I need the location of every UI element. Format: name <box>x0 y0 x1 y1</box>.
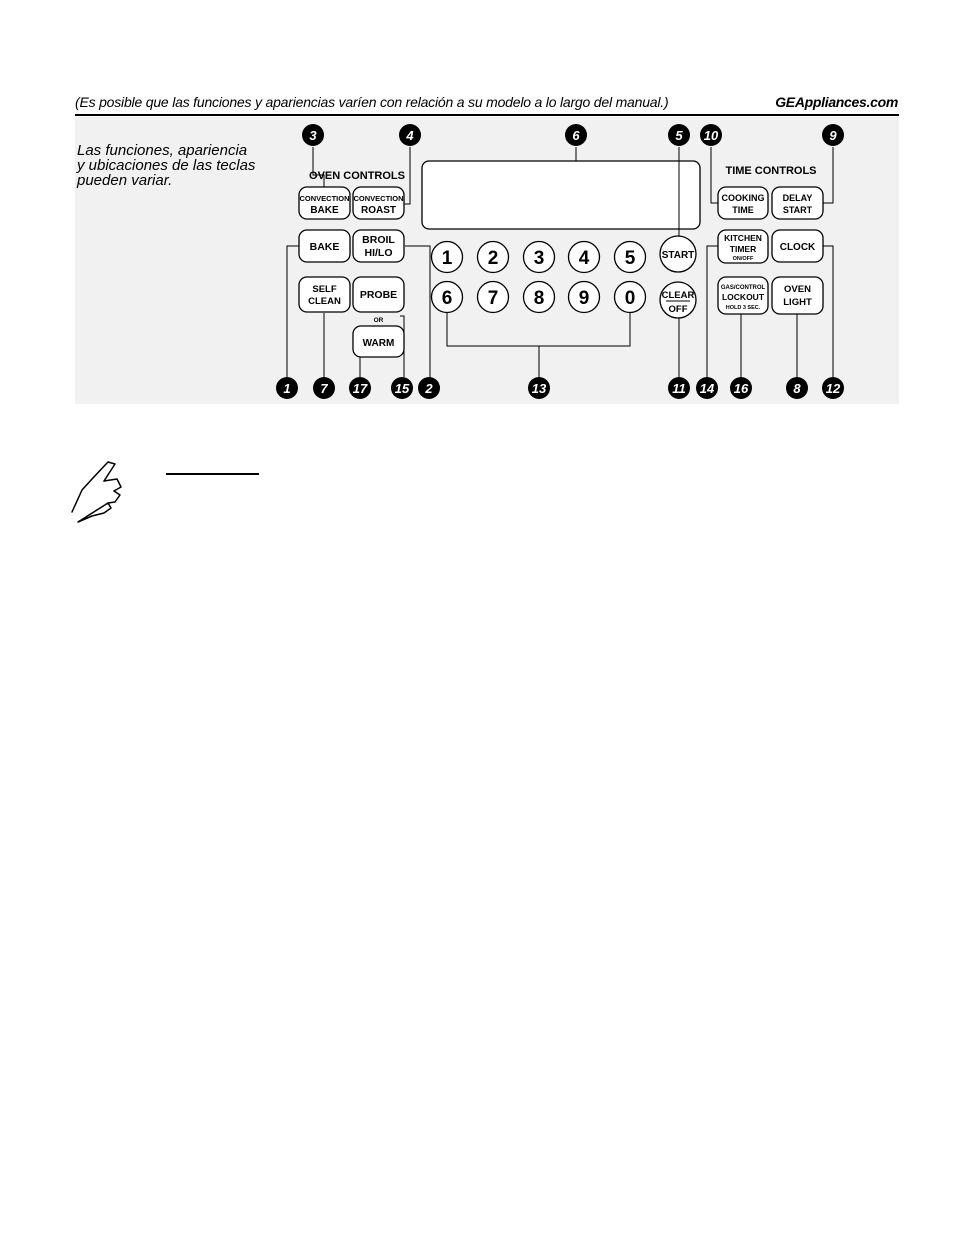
svg-text:GAS/CONTROL: GAS/CONTROL <box>720 285 766 291</box>
svg-text:2: 2 <box>487 248 499 269</box>
digit-key-3[interactable] <box>524 242 555 273</box>
or-label: OR <box>373 317 384 324</box>
delay-start-button[interactable] <box>772 187 823 219</box>
note-rule <box>166 473 259 475</box>
digit-key-5[interactable] <box>615 242 646 273</box>
display-window <box>422 161 700 229</box>
kitchen-timer-button[interactable] <box>718 230 768 263</box>
callout-16 <box>730 377 752 399</box>
svg-text:1: 1 <box>441 248 453 269</box>
svg-text:14: 14 <box>699 381 715 396</box>
start-button[interactable] <box>660 236 696 272</box>
svg-text:COOKING: COOKING <box>721 193 765 203</box>
svg-text:11: 11 <box>672 381 686 396</box>
svg-text:9: 9 <box>578 288 590 309</box>
svg-text:6: 6 <box>572 128 580 143</box>
svg-text:17: 17 <box>352 381 368 396</box>
oven-light-button[interactable] <box>772 277 823 314</box>
svg-text:ON/OFF: ON/OFF <box>732 256 754 262</box>
callout-5 <box>668 124 690 146</box>
svg-text:0: 0 <box>624 288 636 309</box>
callout-13 <box>528 377 550 399</box>
callout-9 <box>822 124 844 146</box>
lockout-button[interactable] <box>718 277 768 314</box>
digit-key-2[interactable] <box>478 242 509 273</box>
digit-key-1[interactable] <box>432 242 463 273</box>
svg-text:8: 8 <box>533 288 545 309</box>
svg-text:CLOCK: CLOCK <box>779 242 816 253</box>
callout-2 <box>418 377 440 399</box>
svg-text:1: 1 <box>283 381 291 396</box>
digit-key-6[interactable] <box>432 282 463 313</box>
svg-text:TIME: TIME <box>732 205 754 215</box>
svg-text:KITCHEN: KITCHEN <box>724 233 762 243</box>
digit-key-0[interactable] <box>615 282 646 313</box>
svg-text:HI/LO: HI/LO <box>364 247 393 259</box>
svg-text:START: START <box>782 205 813 215</box>
callout-15 <box>391 377 413 399</box>
svg-text:3: 3 <box>533 248 545 269</box>
svg-text:8: 8 <box>793 381 801 396</box>
svg-text:START: START <box>661 250 695 261</box>
callout-7 <box>313 377 335 399</box>
side-note-line-3: pueden variar. <box>77 172 173 189</box>
svg-text:CLEAR: CLEAR <box>661 290 695 301</box>
svg-text:16: 16 <box>733 381 749 396</box>
number-pad <box>432 242 646 313</box>
callout-10 <box>700 124 722 146</box>
callout-12 <box>822 377 844 399</box>
oven-controls-label: OVEN CONTROLS <box>309 170 405 182</box>
callout-1 <box>276 377 298 399</box>
callout-11 <box>668 377 690 399</box>
svg-text:6: 6 <box>441 288 453 309</box>
svg-text:SELF: SELF <box>312 284 337 295</box>
side-note-line-1: Las funciones, apariencia <box>77 142 248 159</box>
svg-text:12: 12 <box>825 381 841 396</box>
convection-bake-button[interactable] <box>299 187 350 219</box>
svg-text:10: 10 <box>703 128 719 143</box>
svg-text:CONVECTION: CONVECTION <box>353 194 404 203</box>
svg-text:2: 2 <box>425 381 433 396</box>
digit-key-8[interactable] <box>524 282 555 313</box>
svg-text:9: 9 <box>829 128 837 143</box>
svg-text:7: 7 <box>487 288 499 309</box>
svg-text:7: 7 <box>320 381 328 396</box>
svg-text:OVEN: OVEN <box>784 284 811 295</box>
callout-4 <box>399 124 421 146</box>
callout-14 <box>696 377 718 399</box>
svg-text:15: 15 <box>394 381 410 396</box>
svg-text:3: 3 <box>309 128 317 143</box>
broil-hi-lo-button[interactable] <box>353 230 404 262</box>
svg-text:BROIL: BROIL <box>362 234 395 246</box>
callout-3 <box>302 124 324 146</box>
digit-key-7[interactable] <box>478 282 509 313</box>
time-controls-label: TIME CONTROLS <box>725 165 817 177</box>
warm-button[interactable] <box>353 326 404 357</box>
bake-button[interactable] <box>299 230 350 262</box>
website-link[interactable]: GEAppliances.com <box>775 94 898 110</box>
svg-text:HOLD 3 SEC.: HOLD 3 SEC. <box>725 305 761 311</box>
digit-key-4[interactable] <box>569 242 600 273</box>
svg-text:WARM: WARM <box>362 338 395 349</box>
pointing-hand-icon <box>72 462 121 522</box>
callout-8 <box>786 377 808 399</box>
svg-text:CLEAN: CLEAN <box>308 296 341 307</box>
cooking-time-button[interactable] <box>718 187 768 219</box>
side-note-line-2: y ubicaciones de las teclas <box>77 157 256 174</box>
svg-text:LIGHT: LIGHT <box>783 297 812 308</box>
svg-text:CONVECTION: CONVECTION <box>299 194 350 203</box>
svg-text:PROBE: PROBE <box>359 289 398 301</box>
svg-text:4: 4 <box>406 128 414 143</box>
header-note: (Es posible que las funciones y apariencias varíen con relación a su modelo a lo largo del manual.) <box>75 94 669 110</box>
probe-button[interactable] <box>353 277 404 312</box>
convection-roast-button[interactable] <box>353 187 404 219</box>
svg-text:5: 5 <box>624 248 636 269</box>
svg-text:13: 13 <box>531 381 547 396</box>
callout-17 <box>349 377 371 399</box>
digit-key-9[interactable] <box>569 282 600 313</box>
svg-text:DELAY: DELAY <box>782 193 813 203</box>
svg-text:5: 5 <box>675 128 683 143</box>
svg-text:OFF: OFF <box>668 304 688 315</box>
svg-text:ROAST: ROAST <box>361 205 396 216</box>
svg-text:4: 4 <box>578 248 590 269</box>
callout-6 <box>565 124 587 146</box>
svg-text:BAKE: BAKE <box>309 241 340 253</box>
self-clean-button[interactable] <box>299 277 350 312</box>
svg-text:TIMER: TIMER <box>729 244 757 254</box>
clear-off-button[interactable] <box>660 282 696 318</box>
svg-text:BAKE: BAKE <box>310 205 339 216</box>
svg-text:LOCKOUT: LOCKOUT <box>721 292 765 302</box>
clock-button[interactable] <box>772 230 823 262</box>
